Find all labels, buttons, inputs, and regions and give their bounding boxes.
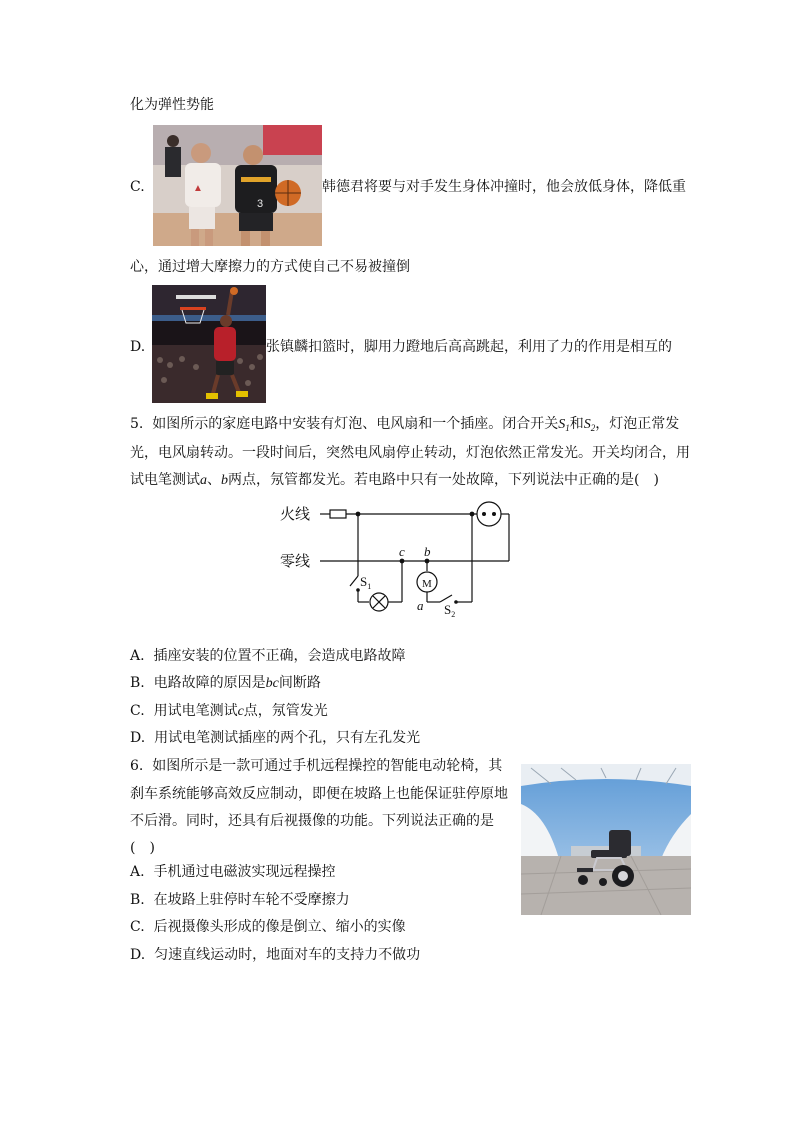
q5-and: 和 <box>569 416 584 432</box>
svg-text:3: 3 <box>257 198 264 210</box>
q5-option-a: A. 插座安装的位置不正确，会造成电路故障 <box>130 648 406 664</box>
motor-label: M <box>422 578 432 590</box>
q5-var-b: b <box>221 473 228 488</box>
basketball-drive-photo <box>153 125 322 246</box>
socket-icon <box>477 502 501 526</box>
q5-line-1 <box>130 414 679 438</box>
q5-option-b: B. 电路故障的原因是bc间断路 <box>130 675 321 691</box>
switch-s1-label: $S_1$ <box>360 574 372 591</box>
option-c-label: C. <box>130 179 145 195</box>
q6-option-a: A. 手机通过电磁波实现远程操控 <box>130 864 336 880</box>
q6-line-2: 刹车系统能够高效反应制动，即便在坡路上也能保证驻停原地 <box>130 786 508 802</box>
q5-var-a: a <box>200 473 207 488</box>
switch-s2-label: $S_2$ <box>444 602 456 619</box>
q5-line-2: 光，电风扇转动。一段时间后，突然电风扇停止转动，灯泡依然正常发光。开关均闭合，用 <box>130 445 690 461</box>
q4-text-line: 化为弹性势能 <box>130 97 214 113</box>
q5-number: 5. <box>130 416 144 432</box>
q6-line-3: 不后滑。同时，还具有后视摄像的功能。下列说法正确的是 <box>130 813 494 829</box>
point-a-label: a <box>417 598 424 613</box>
q6-option-c: C. 后视摄像头形成的像是倒立、缩小的实像 <box>130 919 406 935</box>
q5-text-1b: ，灯泡正常发 <box>595 416 680 432</box>
q5-text-3a: 试电笔测试 <box>130 472 200 488</box>
wheelchair-photo <box>521 764 691 915</box>
option-d-text: 张镇麟扣篮时，脚用力蹬地后高高跳起，利用了力的作用是相互的 <box>266 339 672 355</box>
q5-option-c: C. 用试电笔测试c点，氖管发光 <box>130 703 328 719</box>
q6-line-4: ( ) <box>130 840 155 856</box>
option-d-label: D. <box>130 339 146 355</box>
dunk-photo <box>152 285 266 403</box>
svg-text:▲: ▲ <box>193 183 203 194</box>
q5-option-d: D. 用试电笔测试插座的两个孔，只有左孔发光 <box>130 730 421 746</box>
q5-text-3c: 两点，氖管都发光。若电路中只有一处故障，下列说法中正确的是( ) <box>228 472 659 488</box>
q5-s2: $S_2$ <box>583 417 596 433</box>
q6-line-1: 6. 如图所示是一款可通过手机远程操控的智能电动轮椅，其 <box>130 758 503 774</box>
q5-text-3b: 、 <box>207 472 221 488</box>
point-c-label: c <box>399 544 405 559</box>
neutral-wire-label: 零线 <box>280 552 311 570</box>
point-b-label: b <box>424 544 431 559</box>
option-c-text-cont: 心，通过增大摩擦力的方式使自己不易被撞倒 <box>130 259 410 275</box>
q5-line-3 <box>130 470 659 491</box>
live-wire-label: 火线 <box>280 505 311 523</box>
q5-text-1a: 如图所示的家庭电路中安装有灯泡、电风扇和一个插座。闭合开关 <box>152 416 559 432</box>
q6-option-b: B. 在坡路上驻停时车轮不受摩擦力 <box>130 892 350 908</box>
fuse-icon <box>330 510 346 518</box>
option-c-text: 韩德君将要与对手发生身体冲撞时，他会放低身体，降低重 <box>322 179 686 195</box>
q6-option-d: D. 匀速直线运动时，地面对车的支持力不做功 <box>130 947 421 963</box>
q5-s1: $S_1$ <box>558 417 570 433</box>
circuit-diagram <box>280 498 520 623</box>
